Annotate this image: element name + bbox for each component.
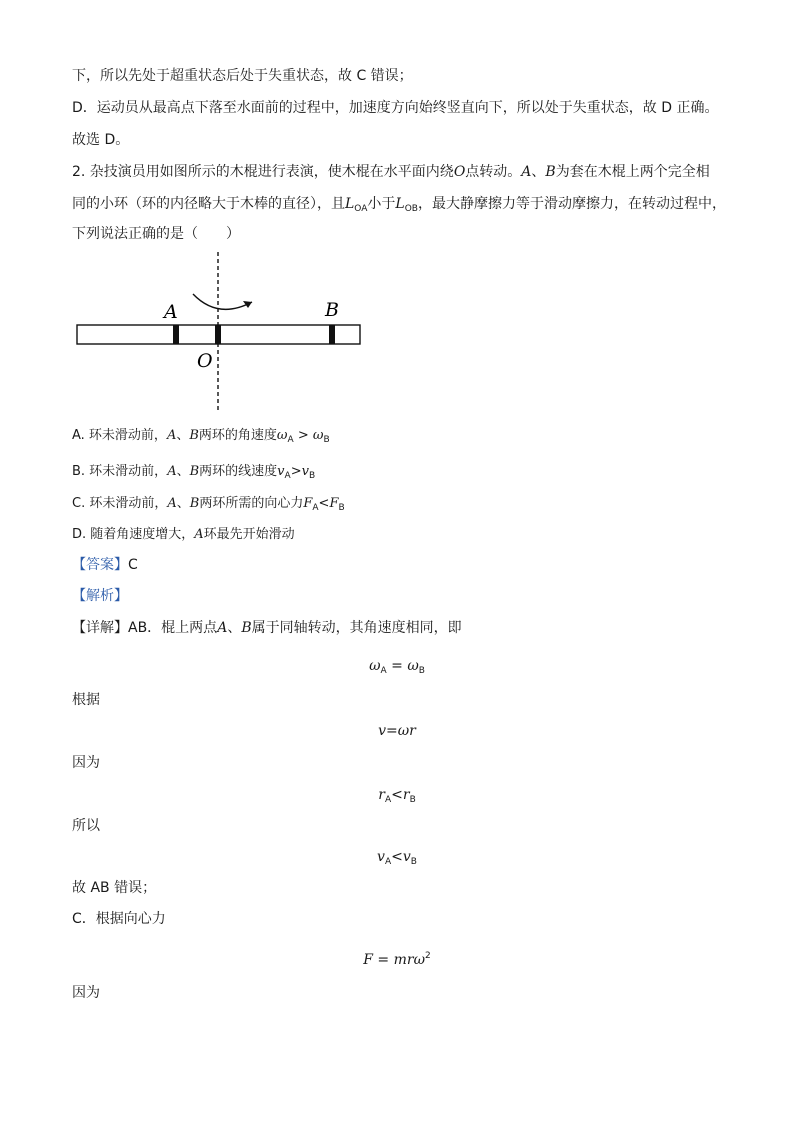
rotation-arrow [193, 294, 252, 309]
option-c: C. 环未滑动前，A、B两环所需的向心力$F_A<F_B$ [72, 496, 345, 513]
rotation-arrowhead [243, 301, 252, 308]
equation-centripetal: F = mrω$^2$ [363, 951, 431, 968]
equation-omega: $\omega_A = \omega_B$ [369, 658, 425, 676]
detail-line: 【详解】AB．棍上两点A、B属于同轴转动，其角速度相同，即 [72, 620, 462, 636]
prev-line-1: 下，所以先处于超重状态后处于失重状态，故 C 错误； [72, 68, 413, 84]
label-o: O [197, 350, 213, 372]
question-line-3: 下列说法正确的是（ ） [72, 226, 240, 242]
word-because: 因为 [72, 755, 100, 771]
ring-a [173, 325, 179, 344]
c-heading: C．根据向心力 [72, 911, 166, 927]
prev-line-2: D．运动员从最高点下落至水面前的过程中，加速度方向始终竖直向下，所以处于失重状态，故 D 正确。 [72, 100, 719, 116]
label-b: B [325, 299, 339, 321]
label-a: A [164, 301, 178, 323]
ring-b [329, 325, 335, 344]
equation-v-omega-r: v=ωr [378, 723, 416, 739]
word-because-2: 因为 [72, 985, 100, 1001]
conclusion-ab: 故 AB 错误； [72, 880, 157, 896]
answer-line: 【答案】C [72, 557, 138, 573]
question-line-1: 2. 杂技演员用如图所示的木棍进行表演，使木棍在水平面内绕O点转动。A、B为套在木棍上两个完全相 [72, 164, 710, 180]
word-according: 根据 [72, 692, 100, 708]
prev-line-3: 故选 D。 [72, 132, 130, 148]
option-d: D. 随着角速度增大，A环最先开始滑动 [72, 527, 295, 542]
rotating-stick-figure [70, 250, 370, 420]
option-a: A. 环未滑动前，A、B两环的角速度$\omega_A > \omega_B$ [72, 428, 330, 445]
equation-velocity: $v_A<v_B$ [377, 849, 417, 867]
pivot-o [215, 325, 221, 344]
question-line-2: 同的小环（环的内径略大于木棒的直径），且$L_{OA}$小于$L_{OB}$，最大静摩擦力等于滑动摩擦力，在转动过程中， [72, 196, 726, 214]
analysis-heading: 【解析】 [72, 588, 128, 604]
word-therefore: 所以 [72, 818, 100, 834]
option-b: B. 环未滑动前，A、B两环的线速度$v_A>v_B$ [72, 464, 316, 481]
equation-radius: $r_A<r_B$ [378, 787, 416, 805]
